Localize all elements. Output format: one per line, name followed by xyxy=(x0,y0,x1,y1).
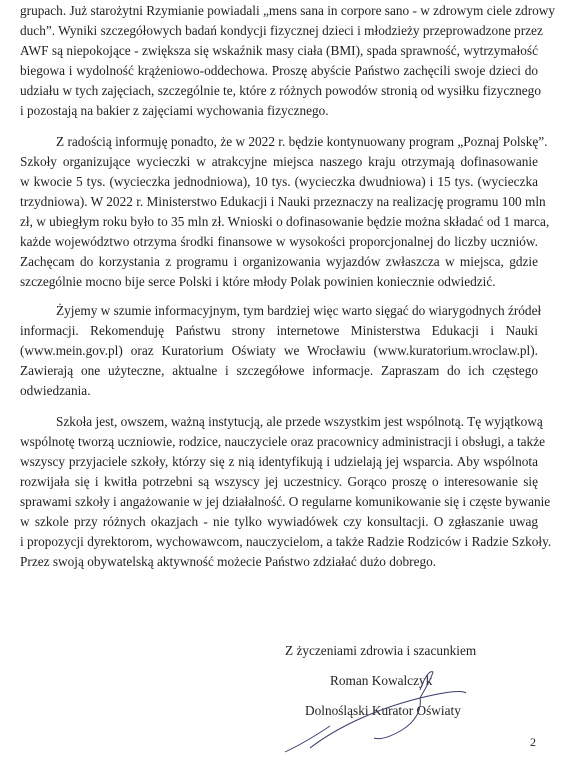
text-line: szczególnie mocno bije serce Polski i które młody Polak powinien koniecznie odwiedzić. xyxy=(20,274,496,289)
text-line: w szkole przy różnych okazjach - nie tylko wywiadówek czy konsultacji. O zgłaszanie uwag xyxy=(20,514,538,529)
text-line: Zachęcam do korzystania z programu i organizowania wyjazdów zwłaszcza w miejsca, gdzie xyxy=(20,254,538,269)
page-number: 2 xyxy=(530,735,536,749)
text-line: Przez swoją obywatelską aktywność możecie Państwo zdziałać dużo dobrego. xyxy=(20,554,437,569)
text-line: rozwijała się i kwitła potrzebni są wszyscy jej uczestnicy. Gorąco proszę o interesowanie się xyxy=(20,474,538,489)
text-line: duch”. Wyniki szczegółowych badań kondycji fizycznej dzieci i młodzieży przeprowadzone przez xyxy=(20,23,543,38)
text-line: w kwocie 5 tys. (wycieczka jednodniowa), 10 tys. (wycieczka dwudniowa) i 15 tys. (wycieczka xyxy=(20,174,538,189)
text-line: informacji. Rekomenduję Państwu strony internetowe Ministerstwa Edukacji i Nauki xyxy=(20,323,538,338)
text-line: wspólnotę tworzą uczniowie, rodzice, nauczyciele oraz pracownicy administracji i obsługi, a także xyxy=(20,434,546,449)
text-line: Szkoła jest, owszem, ważną instytucją, ale przede wszystkim jest wspólnotą. Tę wyjątkową xyxy=(56,414,543,429)
text-line: grupach. Już starożytni Rzymianie powiadali „mens sana in corpore sano - w zdrowym ciele zdrowy xyxy=(20,3,556,18)
text-line: Z radością informuję ponadto, że w 2022 r. będzie kontynuowany program „Poznaj Polskę”. xyxy=(56,134,548,149)
text-line: zł, w ubiegłym roku było to 35 mln zł. Wnioski o dofinasowanie będzie można składać od 1 marca, xyxy=(20,214,550,229)
text-line: sprawami szkoły i angażowanie w jej działalność. O regularne komunikowanie się i częste bywanie xyxy=(20,494,551,509)
text-line: AWF są niepokojące - zwiększa się wskaźnik masy ciała (BMI), spada sprawność, wytrzymałość xyxy=(20,43,538,58)
text-line: (www.mein.gov.pl) oraz Kuratorium Oświaty we Wrocławiu (www.kuratorium.wroclaw.pl). xyxy=(20,343,538,358)
text-line: trzydniowa). W 2022 r. Ministerstwo Edukacji i Nauki przeznaczy na realizację programu 100 mln xyxy=(20,194,546,209)
text-line: i pozostają na bakier z zajęciami wychowania fizycznego. xyxy=(20,103,329,118)
text-line: Żyjemy w szumie informacyjnym, tym bardziej więc warto sięgać do wiarygodnych źródeł xyxy=(56,303,542,318)
text-line: Zawierają one użyteczne, aktualne i szczegółowe informacje. Zapraszam do ich częstego xyxy=(20,363,538,378)
text-line: udziału w tych zajęciach, szczególnie te, które z różnych powodów stronią od wysiłku fizycznego xyxy=(20,83,541,98)
signer-name: Roman Kowalczyk xyxy=(330,673,433,688)
text-line: Szkoły organizujące wycieczki w atrakcyjne miejsca naszego kraju otrzymają dofinasowanie xyxy=(20,154,538,169)
text-line: odwiedzania. xyxy=(20,383,91,398)
closing-greeting: Z życzeniami zdrowia i szacunkiem xyxy=(285,643,477,658)
text-line: każde województwo otrzyma środki finansowe w wysokości proporcjonalnej do liczby uczniów. xyxy=(20,234,538,249)
text-line: i propozycji dyrektorom, wychowawcom, nauczycielom, a także Radzie Rodziców i Radzie Szkoły. xyxy=(20,534,552,549)
text-line: biegowa i wydolność krążeniowo-oddechowa. Proszę abyście Państwo zachęcili swoje dzieci do xyxy=(20,63,538,78)
signer-title: Dolnośląski Kurator Oświaty xyxy=(305,703,461,718)
handwritten-signature xyxy=(270,660,470,755)
text-line: wszyscy przyjaciele szkoły, którzy się z nią identyfikują i udzielają jej wsparcia. Aby wspólnota xyxy=(20,454,538,469)
